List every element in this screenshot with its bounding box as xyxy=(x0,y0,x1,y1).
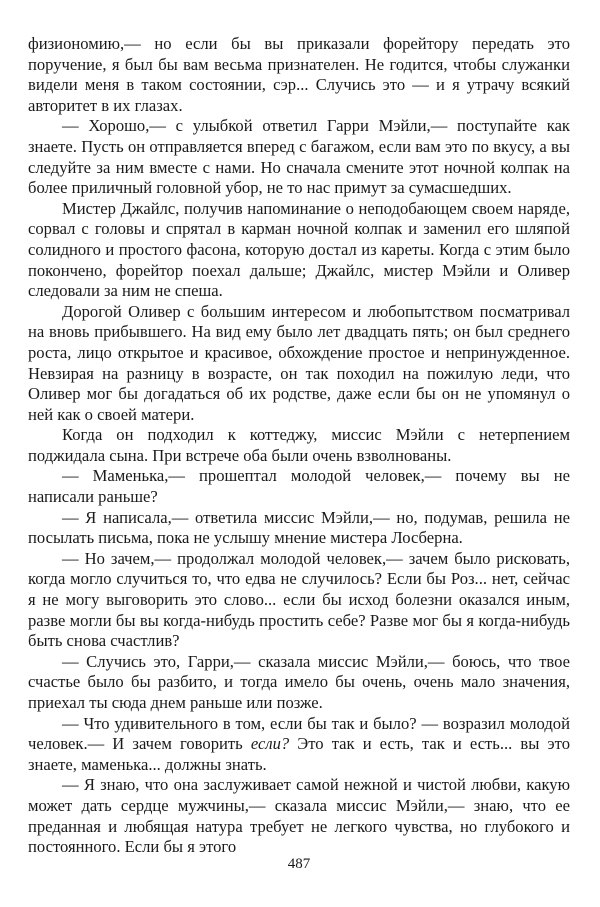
page-number: 487 xyxy=(287,856,311,872)
paragraph-11: — Я знаю, что она заслуживает самой нежной и чистой любви, какую может дать сердце мужчины,— сказала миссис Мэйли,— знаю, что ее преданная и любящая натура требует не легкого чувства, но глубокого и постоянного. Если бы я этого xyxy=(28,775,570,857)
paragraph-3: Мистер Джайлс, получив напоминание о неподобающем своем наряде, сорвал с головы и спрятал в карман ночной колпак и заменил его шляпой солидного и простого фасона, которую достал из кареты. Когда с этим было покончено, форейтор поехал дальше; Джайлс, мистер Мэйли и Оливер следовали за ним не спеша. xyxy=(28,198,570,301)
paragraph-2: — Хорошо,— с улыбкой ответил Гарри Мэйли,— поступайте как знаете. Пусть он отправляется вперед с багажом, если вам это по вкусу, а вы следуйте за ним вместе с нами. Но сначала смените этот ночной колпак на более приличный головной убор, не то нас примут за сумасшедших. xyxy=(28,116,570,198)
paragraph-10-after: Это так и есть, так и есть... вы это знаете, маменька... должны знать. xyxy=(28,734,570,774)
book-page xyxy=(28,34,570,894)
paragraph-7: — Я написала,— ответила миссис Мэйли,— но, подумав, решила не посылать письма, пока не услышу мнение мистера Лосберна. xyxy=(28,507,570,548)
paragraph-10 xyxy=(28,714,570,776)
paragraph-9: — Случись это, Гарри,— сказала миссис Мэйли,— боюсь, что твое счастье было бы разбито, и тогда имело бы очень, очень мало значения, приехал ты сюда днем раньше или позже. xyxy=(28,651,570,712)
paragraph-8: — Но зачем,— продолжал молодой человек,— зачем было рисковать, когда могло случиться то, что едва не случилось? Если бы Роз... нет, сейчас я не могу выговорить это слово... если бы исход болезни оказался иным, разве могли бы вы когда-нибудь простить себе? Разве мог бы я когда-нибудь быть снова счастлив? xyxy=(28,548,570,651)
paragraph-6: — Маменька,— прошептал молодой человек,— почему вы не написали раньше? xyxy=(28,466,570,507)
paragraph-10-before: — Что удивительного в том, если бы так и было? — возразил молодой человек.— И зачем говорить xyxy=(28,713,570,754)
paragraph-4: Дорогой Оливер с большим интересом и любопытством посматривал на вновь прибывшего. На вид ему было лет двадцать пять; он был среднего роста, лицо открытое и красивое, обхождение простое и непринужденное. Невзирая на разницу в возрасте, он так походил на пожилую леди, что Оливер мог бы догадаться об их родстве, даже если бы он не упомянул о ней как о своей матери. xyxy=(28,301,570,424)
paragraph-5: Когда он подходил к коттеджу, миссис Мэйли с нетерпением поджидала сына. При встрече оба были очень взволнованы. xyxy=(28,425,570,465)
paragraph-10-italic: если? xyxy=(250,734,290,754)
paragraph-1: физиономию,— но если бы вы приказали форейтору передать это поручение, я был бы вам весьма признателен. Не годится, чтобы служанки видели меня в таком состоянии, сэр... Случись это — и я утрачу всякий авторитет в их глазах. xyxy=(28,34,570,115)
